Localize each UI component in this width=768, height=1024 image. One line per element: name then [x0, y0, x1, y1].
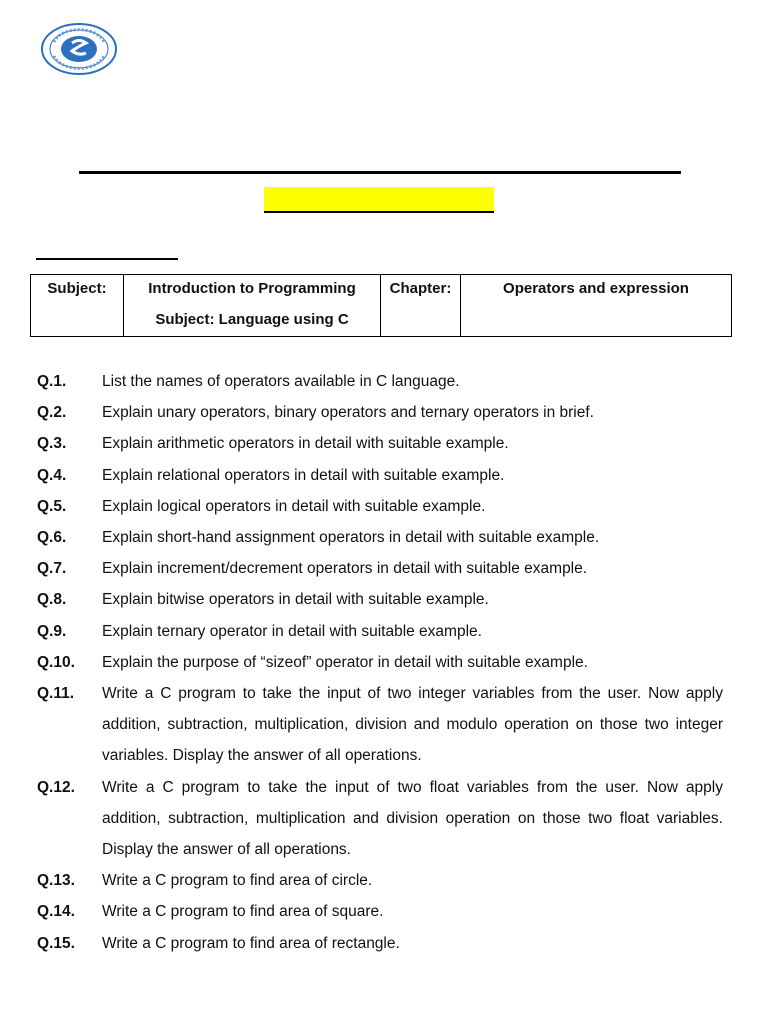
- list-item: [37, 616, 723, 647]
- chapter-label-cell: [381, 275, 461, 337]
- list-item: [37, 772, 723, 866]
- question-text: Explain relational operators in detail with suitable example.: [102, 466, 505, 484]
- question-number: Q.13.: [37, 872, 75, 890]
- question-number: Q.12.: [37, 778, 75, 796]
- question-list: [37, 366, 723, 959]
- subject-value-line1: Introduction to Programming: [148, 280, 356, 297]
- question-number: Q.9.: [37, 622, 67, 640]
- list-item: [37, 366, 723, 397]
- list-item: [37, 678, 723, 772]
- list-item: [37, 491, 723, 522]
- chapter-value: Operators and expression: [503, 280, 689, 297]
- question-number: Q.5.: [37, 497, 67, 515]
- list-item: [37, 522, 723, 553]
- question-number: Q.7.: [37, 560, 67, 578]
- chapter-label: Chapter:: [389, 280, 452, 297]
- question-text: Write a C program to find area of square.: [102, 903, 384, 921]
- question-text: Write a C program to take the input of two integer variables from the user. Now apply addition, subtraction, multiplication, division and modulo operation on those two integer variables. Display the answer of all operations.: [102, 685, 723, 765]
- subject-value-line2: Subject: Language using C: [155, 311, 349, 328]
- list-item: [37, 397, 723, 428]
- question-number: Q.10.: [37, 653, 75, 671]
- question-text: List the names of operators available in C language.: [102, 373, 460, 390]
- list-item: [37, 553, 723, 584]
- list-item: [37, 584, 723, 615]
- list-item: [37, 896, 723, 927]
- question-text: Explain increment/decrement operators in detail with suitable example.: [102, 560, 588, 578]
- question-text: Write a C program to find area of circle.: [102, 872, 373, 890]
- question-text: Explain arithmetic operators in detail with suitable example.: [102, 435, 509, 453]
- chapter-value-cell: [461, 275, 732, 337]
- question-text: Explain bitwise operators in detail with suitable example.: [102, 591, 489, 609]
- short-underline: [36, 258, 178, 260]
- highlighted-title-box: [264, 187, 494, 213]
- title-rule: [79, 171, 681, 174]
- subject-label: Subject:: [47, 280, 107, 297]
- table-row: [31, 275, 732, 337]
- question-text: Explain unary operators, binary operators and ternary operators in brief.: [102, 404, 594, 422]
- subject-info-table: [30, 274, 732, 337]
- seal-icon: [40, 22, 118, 76]
- question-text: Write a C program to find area of rectangle.: [102, 934, 400, 952]
- list-item: [37, 647, 723, 678]
- list-item: [37, 865, 723, 896]
- question-number: Q.8.: [37, 591, 67, 609]
- question-number: Q.15.: [37, 934, 75, 952]
- subject-label-cell: [31, 275, 124, 337]
- list-item: [37, 928, 723, 959]
- question-number: Q.14.: [37, 903, 75, 921]
- question-number: Q.3.: [37, 435, 67, 453]
- question-number: Q.6.: [37, 529, 67, 547]
- question-text: Explain the purpose of “sizeof” operator in detail with suitable example.: [102, 653, 588, 671]
- list-item: [37, 460, 723, 491]
- question-text: Explain ternary operator in detail with suitable example.: [102, 622, 482, 640]
- list-item: [37, 428, 723, 459]
- college-seal-logo: [40, 22, 118, 76]
- question-number: Q.4.: [37, 466, 67, 484]
- question-text: Explain short-hand assignment operators in detail with suitable example.: [102, 529, 600, 547]
- question-text: Explain logical operators in detail with suitable example.: [102, 497, 486, 515]
- question-number: Q.2.: [37, 404, 67, 422]
- question-number: Q.1.: [37, 373, 67, 390]
- question-text: Write a C program to take the input of two float variables from the user. Now apply addition, subtraction, multiplication and division operation on those two float variables. Display the answer of all operations.: [102, 778, 723, 859]
- question-number: Q.11.: [37, 685, 75, 703]
- subject-value-cell: [124, 275, 381, 337]
